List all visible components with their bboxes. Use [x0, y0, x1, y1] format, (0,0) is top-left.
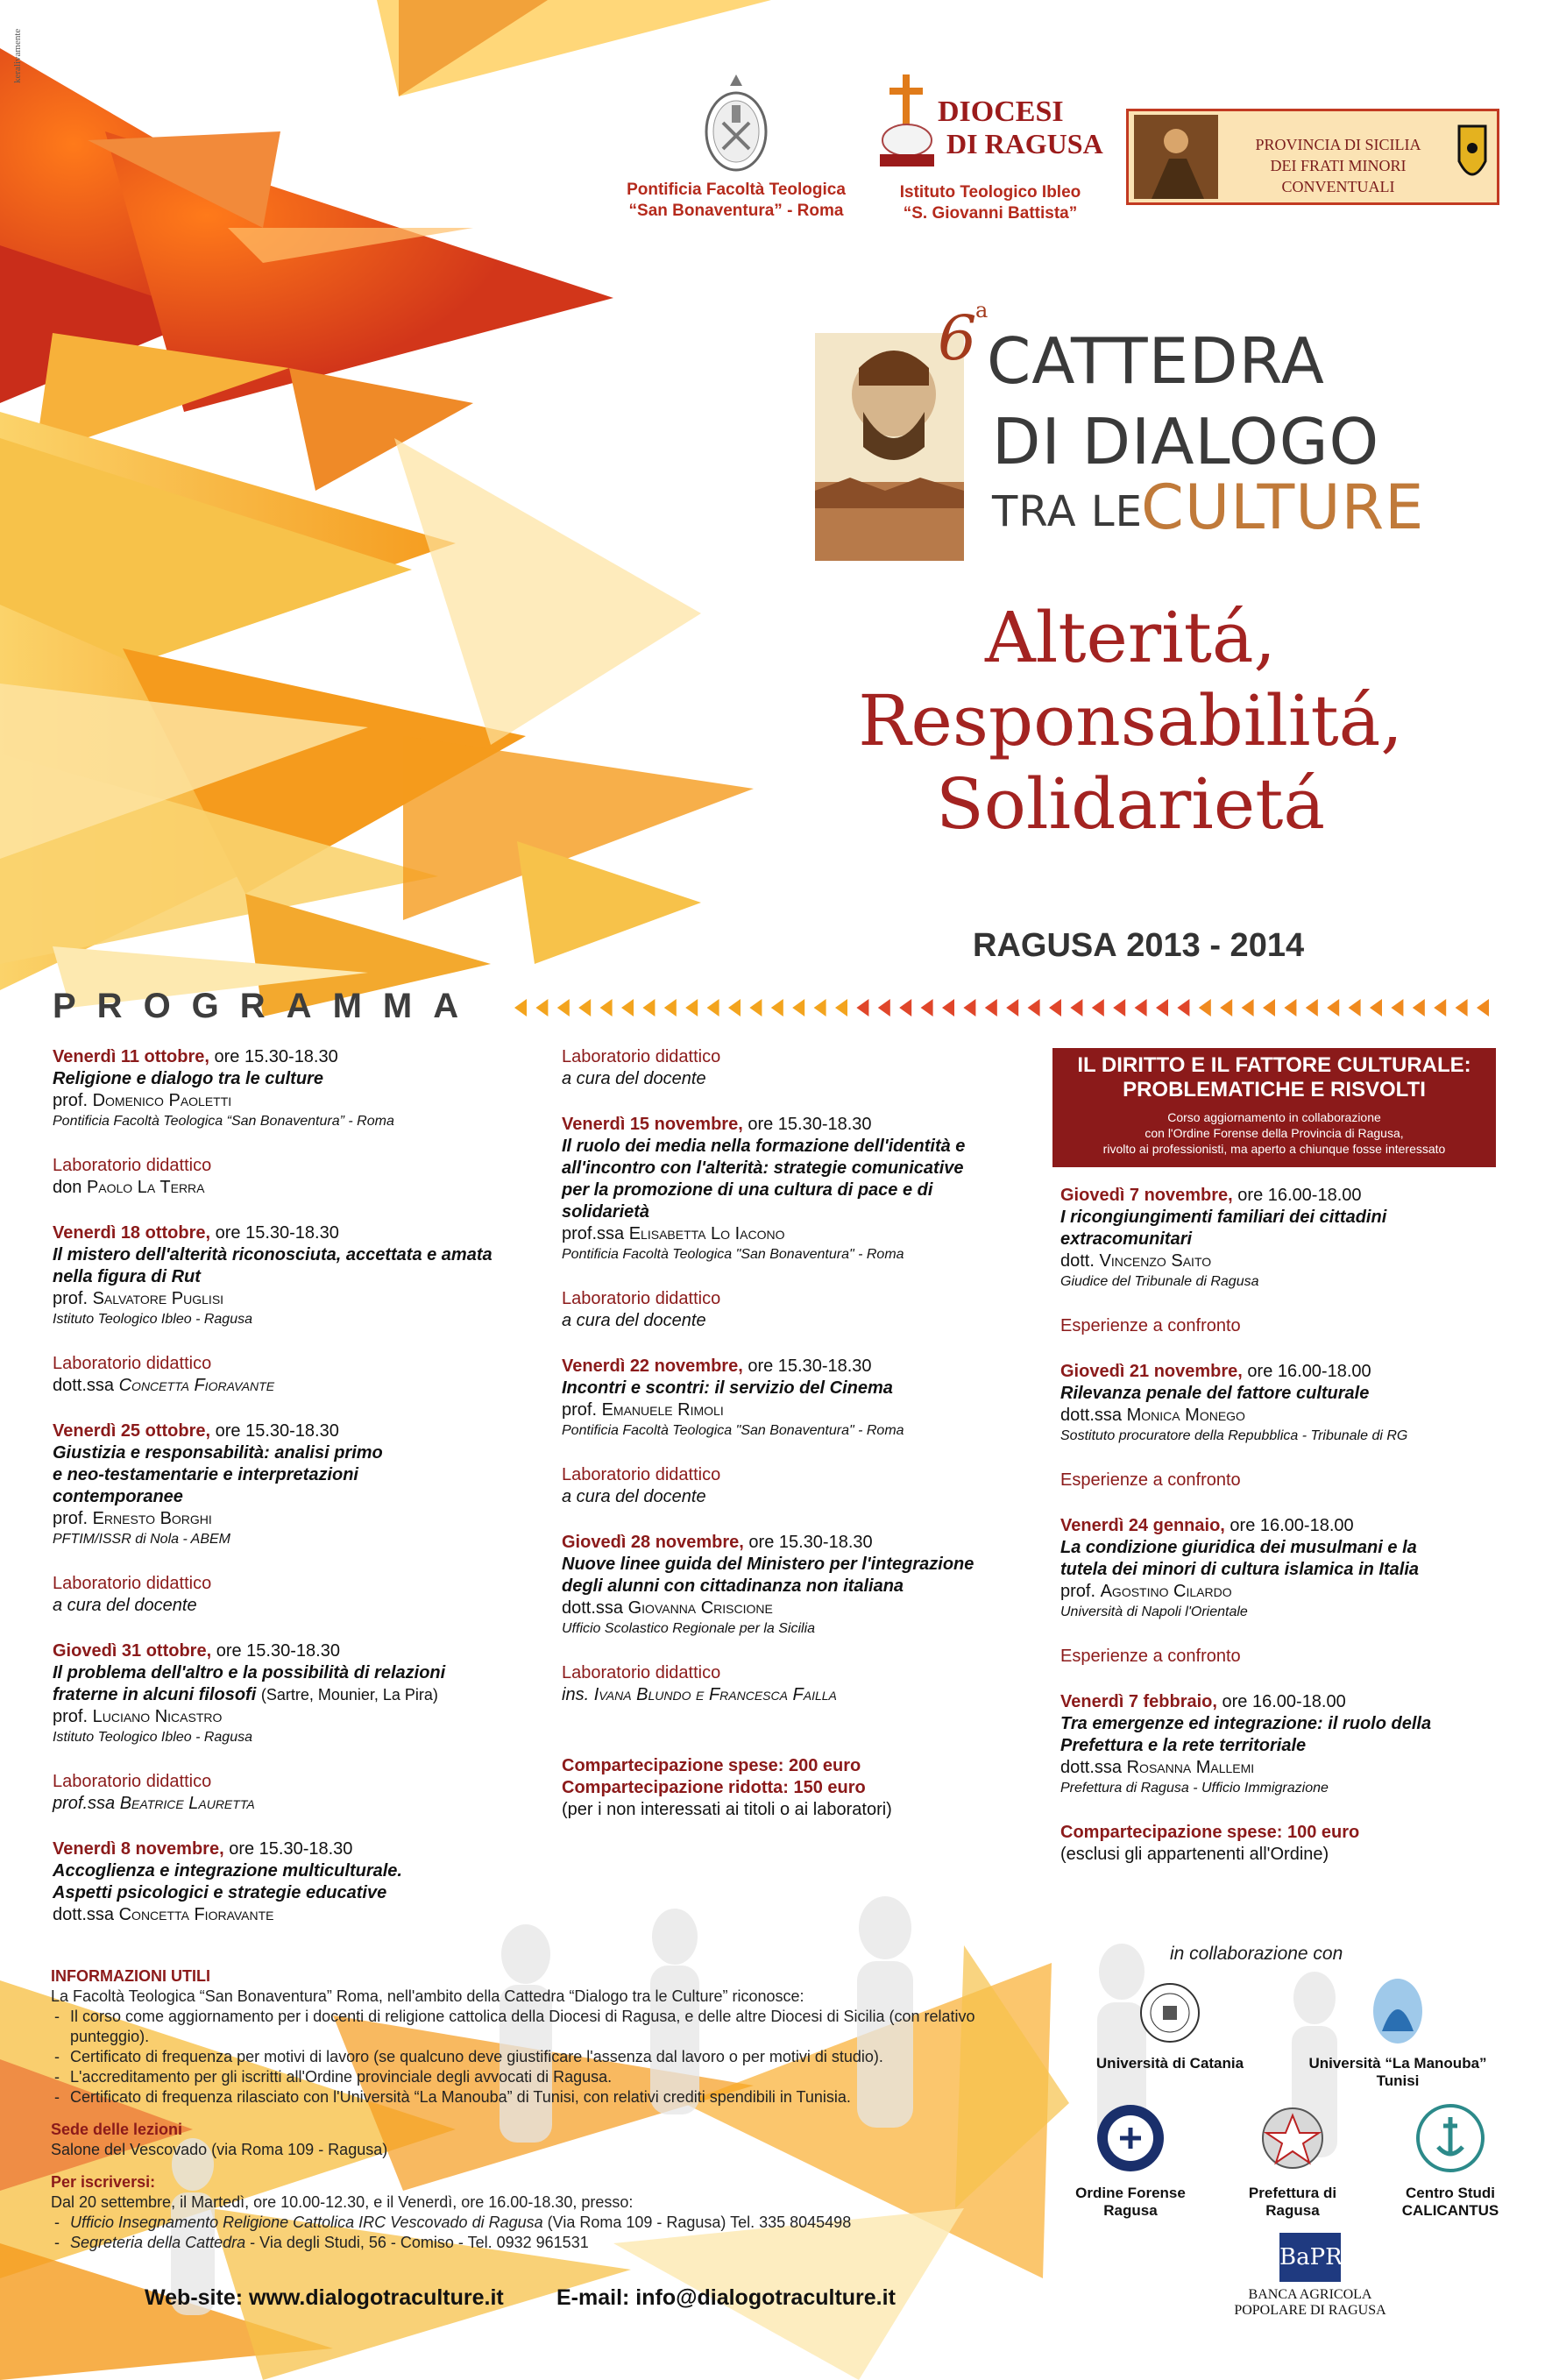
event-affiliation: Ufficio Scolastico Regionale per la Sicilia — [562, 1621, 816, 1636]
event-time: ore 15.30-18.30 — [216, 1641, 340, 1661]
edition-number: 6 — [938, 302, 977, 374]
arrow-marker — [664, 999, 677, 1016]
event-time: ore 15.30-18.30 — [214, 1047, 338, 1066]
event-title-line: Il ruolo dei media nella formazione dell'identità e — [562, 1137, 966, 1156]
lamb-cross-icon — [876, 70, 938, 171]
event-date: Venerdì 22 novembre, — [562, 1356, 743, 1376]
arrow-marker — [578, 999, 591, 1016]
main-title — [754, 596, 1507, 846]
event-title-line: extracomunitari — [1060, 1229, 1193, 1249]
event-1 — [53, 1046, 526, 1131]
event-date: Venerdì 24 gennaio, — [1060, 1516, 1225, 1535]
partner-bapr: BaPR BANCA AGRICOLA POPOLARE DI RAGUSA — [1222, 2233, 1398, 2319]
iscrizione-item: - Segreteria della Cattedra - Via degli Studi, 56 - Comiso - Tel. 0932 961531 — [51, 2233, 1032, 2253]
diocesi-logo — [876, 70, 1104, 224]
email-link[interactable]: E-mail: info@dialogotraculture.it — [556, 2285, 896, 2310]
event-3 — [562, 1532, 1035, 1639]
arrow-row-decoration — [513, 995, 1499, 1020]
lab-1 — [53, 1155, 526, 1199]
years-label: 2013 - 2014 — [1126, 927, 1305, 964]
program-column-3 — [1060, 1185, 1516, 1866]
programma-heading: PROGRAMMA — [53, 987, 480, 1025]
lab-3 — [53, 1573, 526, 1617]
event-speaker: dott.ssa Giovanna Criscione — [562, 1598, 773, 1618]
event-2 — [53, 1222, 526, 1329]
sede-text: Salone del Vescovado (via Roma 109 - Ragusa) — [51, 2141, 388, 2158]
manouba-logo-icon — [1373, 1979, 1422, 2044]
event-affiliation: Giudice del Tribunale di Ragusa — [1060, 1274, 1259, 1289]
lab-0 — [562, 1046, 1035, 1090]
arrow-marker — [1177, 999, 1189, 1016]
event-title-line: e neo-testamentarie e interpretazioni — [53, 1465, 358, 1484]
box-title-line1: IL DIRITTO E IL FATTORE CULTURALE: — [1077, 1053, 1471, 1077]
lab-leader: dott.ssa Concetta Fioravante — [53, 1376, 275, 1395]
arrow-marker — [685, 999, 698, 1016]
ragusa-label: RAGUSA — [973, 927, 1117, 964]
provincia-logo — [1126, 109, 1499, 205]
arrow-marker — [621, 999, 634, 1016]
partner-prefettura: Prefettura di Ragusa — [1214, 2103, 1371, 2220]
event-speaker: dott.ssa Concetta Fioravante — [53, 1905, 274, 1924]
event-time: ore 15.30-18.30 — [748, 1115, 872, 1134]
lab-label: Laboratorio didattico — [53, 1354, 212, 1373]
event-title-line: Il problema dell'altro e la possibilità di relazioni — [53, 1663, 446, 1682]
arrow-marker — [1413, 999, 1425, 1016]
cost-full: Compartecipazione spese: 200 euro — [562, 1756, 861, 1775]
arrow-marker — [1156, 999, 1168, 1016]
event-4 — [1060, 1691, 1516, 1798]
info-section — [51, 1966, 1032, 2253]
lab-leader: ins. Ivana Blundo e Francesca Failla — [562, 1685, 837, 1704]
iscrizione-heading: Per iscriversi: — [51, 2173, 156, 2191]
info-item: - L'accreditamento per gli iscritti all'Ordine provinciale degli avvocati di Ragusa. — [51, 2067, 1032, 2087]
diocesi-line1: DIOCESI — [938, 96, 1064, 128]
sede-heading: Sede delle lezioni — [51, 2121, 183, 2138]
event-speaker: dott.ssa Monica Monego — [1060, 1406, 1245, 1425]
partner-manouba: Università “La Manouba” Tunisi — [1288, 1979, 1507, 2090]
box-sub-line1: Corso aggiornamento in collaborazione — [1167, 1110, 1381, 1124]
pft-caption-line1: Pontificia Facoltà Teologica — [627, 181, 846, 199]
event-3 — [1060, 1515, 1516, 1622]
arrow-marker — [856, 999, 868, 1016]
arrow-marker — [963, 999, 975, 1016]
event-affiliation: Istituto Teologico Ibleo - Ragusa — [53, 1312, 252, 1327]
event-title-line: La condizione giuridica dei musulmani e la — [1060, 1538, 1417, 1557]
arrow-marker — [921, 999, 933, 1016]
arrow-marker — [1242, 999, 1254, 1016]
lab-label: Laboratorio didattico — [562, 1047, 721, 1066]
arrow-marker — [814, 999, 826, 1016]
event-affiliation: Pontificia Facoltà Teologica “San Bonaventura” - Roma — [53, 1114, 394, 1129]
event-title-line: Tra emergenze ed integrazione: il ruolo della — [1060, 1714, 1432, 1733]
event-title-line: Nuove linee guida del Ministero per l'integrazione — [562, 1555, 974, 1574]
pft-caption-line2: “San Bonaventura” - Roma — [628, 202, 844, 220]
event-speaker: prof. Salvatore Puglisi — [53, 1289, 224, 1308]
lab-2 — [562, 1464, 1035, 1508]
franciscan-shield-icon — [1455, 122, 1490, 192]
tra-le-words: TRA LE — [992, 487, 1143, 536]
event-title-line: solidarietà — [562, 1202, 650, 1222]
event-2 — [562, 1356, 1035, 1441]
event-affiliation: Università di Napoli l'Orientale — [1060, 1604, 1248, 1619]
cost-full: Compartecipazione spese: 100 euro — [1060, 1823, 1360, 1842]
event-title: Incontri e scontri: il servizio del Cinema — [562, 1378, 893, 1398]
lab-4 — [53, 1771, 526, 1815]
arrow-marker — [942, 999, 954, 1016]
event-title-line: I ricongiungimenti familiari dei cittadini — [1060, 1208, 1387, 1227]
costs-block — [1060, 1822, 1516, 1866]
lab-2 — [53, 1353, 526, 1397]
event-date: Venerdì 7 febbraio, — [1060, 1692, 1217, 1711]
event-date: Giovedì 7 novembre, — [1060, 1186, 1233, 1205]
diocesi-sub2: “S. Giovanni Battista” — [903, 204, 1078, 223]
event-affiliation: Prefettura di Ragusa - Ufficio Immigrazione — [1060, 1781, 1329, 1796]
info-list — [51, 2007, 1032, 2107]
event-title-line: Accoglienza e integrazione multiculturale. — [53, 1861, 402, 1881]
calicantus-logo-icon — [1415, 2103, 1485, 2173]
arrow-marker — [1306, 999, 1318, 1016]
event-speaker: prof. Ernesto Borghi — [53, 1509, 212, 1528]
event-time: ore 16.00-18.00 — [1222, 1692, 1346, 1711]
lab-text: a cura del docente — [562, 1311, 706, 1330]
arrow-marker — [1049, 999, 1061, 1016]
box-title-line2: PROBLEMATICHE E RISVOLTI — [1123, 1078, 1426, 1101]
event-title: Il mistero dell'alterità riconosciuta, accettata e amata nella figura di Rut — [53, 1245, 493, 1286]
info-intro: La Facoltà Teologica “San Bonaventura” Roma, nell'ambito della Cattedra “Dialogo tra le Culture” riconosce: — [51, 1987, 804, 2005]
cattedra-logo — [815, 289, 1428, 561]
arrow-marker — [1199, 999, 1211, 1016]
event-date: Venerdì 15 novembre, — [562, 1115, 743, 1134]
diocesi-sub1: Istituto Teologico Ibleo — [899, 183, 1081, 202]
arrow-marker — [1349, 999, 1361, 1016]
info-item: - Il corso come aggiornamento per i docenti di religione cattolica della Diocesi di Ragusa, e delle altre Diocesi di Sicilia (con relativo punteggio). — [51, 2007, 1032, 2047]
arrow-marker — [1456, 999, 1468, 1016]
ragusa-years — [973, 927, 1304, 965]
cost-note: (esclusi gli appartenenti all'Ordine) — [1060, 1845, 1329, 1864]
event-date: Venerdì 25 ottobre, — [53, 1421, 211, 1441]
event-time: ore 15.30-18.30 — [229, 1839, 353, 1859]
event-title: Rilevanza penale del fattore culturale — [1060, 1384, 1370, 1403]
experiences-1: Esperienze a confronto — [1060, 1316, 1241, 1335]
partner-catania: Università di Catania — [1087, 1982, 1253, 2072]
iscrizione-intro: Dal 20 settembre, il Martedì, ore 10.00-12.30, e il Venerdì, ore 16.00-18.30, presso: — [51, 2193, 634, 2211]
website-link[interactable]: Web-site: www.dialogotraculture.it — [145, 2285, 504, 2310]
bapr-logo-icon: BaPR — [1279, 2233, 1341, 2282]
lab-text: a cura del docente — [562, 1487, 706, 1506]
cost-note: (per i non interessati ai titoli o ai laboratori) — [562, 1800, 892, 1819]
catania-seal-icon — [1139, 1982, 1201, 2044]
pft-crest-icon — [697, 70, 776, 175]
event-2 — [1060, 1361, 1516, 1446]
arrow-marker — [749, 999, 762, 1016]
arrow-marker — [792, 999, 804, 1016]
saint-francis-painting-icon — [1134, 115, 1218, 199]
arrow-marker — [985, 999, 997, 1016]
event-affiliation: PFTIM/ISSR di Nola - ABEM — [53, 1532, 230, 1547]
arrow-marker — [514, 999, 527, 1016]
arrow-marker — [1327, 999, 1339, 1016]
cattedra-word: CATTEDRA — [987, 324, 1325, 398]
arrow-marker — [899, 999, 911, 1016]
arrow-marker — [1284, 999, 1296, 1016]
event-title-line: tutela dei minori di cultura islamica in Italia — [1060, 1560, 1419, 1579]
lab-label: Laboratorio didattico — [562, 1465, 721, 1484]
event-title-line: degli alunni con cittadinanza non italiana — [562, 1576, 904, 1596]
event-title-line: Prefettura e la rete territoriale — [1060, 1736, 1307, 1755]
event-date: Giovedì 28 novembre, — [562, 1533, 744, 1552]
costs-block — [562, 1755, 1035, 1821]
event-date: Venerdì 11 ottobre, — [53, 1047, 209, 1066]
arrow-marker — [878, 999, 890, 1016]
lab-leader: don Paolo La Terra — [53, 1178, 205, 1197]
info-heading: INFORMAZIONI UTILI — [51, 1967, 210, 1985]
arrow-marker — [1135, 999, 1147, 1016]
lab-label: Laboratorio didattico — [53, 1156, 212, 1175]
arrow-marker — [1070, 999, 1082, 1016]
arrow-marker — [1370, 999, 1382, 1016]
event-speaker: prof.ssa Elisabetta Lo Iacono — [562, 1224, 785, 1243]
lab-label: Laboratorio didattico — [53, 1772, 212, 1791]
event-speaker: prof. Emanuele Rimoli — [562, 1400, 724, 1420]
culture-word: CULTURE — [1141, 471, 1425, 543]
di-dialogo-words: DI DIALOGO — [992, 405, 1380, 478]
arrow-marker — [1477, 999, 1489, 1016]
event-time: ore 15.30-18.30 — [748, 1356, 872, 1376]
edition-suffix: a — [975, 298, 989, 322]
event-affiliation: Pontificia Facoltà Teologica "San Bonaventura" - Roma — [562, 1423, 904, 1438]
provincia-line1: PROVINCIA DI SICILIA — [1255, 136, 1421, 153]
iscrizione-item: - Ufficio Insegnamento Religione Cattolica IRC Vescovado di Ragusa (Via Roma 109 - Ragusa) Tel. 335 8045498 — [51, 2213, 1032, 2233]
info-item: - Certificato di frequenza per motivi di lavoro (se qualcuno deve giustificare l'assenza dal lavoro o per motivi di studio). — [51, 2047, 1032, 2067]
box-sub-line3: rivolto ai professionisti, ma aperto a chiunque fosse interessato — [1102, 1142, 1446, 1156]
event-date: Giovedì 21 novembre, — [1060, 1362, 1243, 1381]
arrow-marker — [728, 999, 741, 1016]
event-affiliation: Istituto Teologico Ibleo - Ragusa — [53, 1730, 252, 1745]
info-item: - Certificato di frequenza rilasciato con l'Università “La Manouba” di Tunisi, con relativi crediti spendibili in Tunisia. — [51, 2087, 1032, 2107]
event-5 — [53, 1838, 526, 1926]
box-sub-line2: con l'Ordine Forense della Provincia di Ragusa, — [1145, 1126, 1404, 1140]
italian-emblem-icon — [1259, 2103, 1326, 2173]
event-3 — [53, 1420, 526, 1549]
lab-label: Laboratorio didattico — [562, 1289, 721, 1308]
arrow-marker — [1434, 999, 1446, 1016]
cost-reduced: Compartecipazione ridotta: 150 euro — [562, 1778, 866, 1797]
event-speaker: prof. Domenico Paoletti — [53, 1091, 232, 1110]
event-time: ore 16.00-18.00 — [1237, 1186, 1362, 1205]
arrow-marker — [1113, 999, 1125, 1016]
event-4 — [53, 1640, 526, 1747]
arrow-marker — [1263, 999, 1275, 1016]
provincia-line2: DEI FRATI MINORI CONVENTUALI — [1270, 157, 1407, 195]
partners-intro: in collaborazione con — [1170, 1944, 1343, 1964]
lab-text: a cura del docente — [562, 1069, 706, 1088]
arrow-marker — [835, 999, 847, 1016]
event-title-line: fraterne in alcuni filosofi (Sartre, Mounier, La Pira) — [53, 1685, 438, 1704]
lab-text: a cura del docente — [53, 1596, 197, 1615]
event-speaker: prof. Agostino Cilardo — [1060, 1582, 1232, 1601]
lab-leader: prof.ssa Beatrice Lauretta — [53, 1794, 255, 1813]
ordine-forense-seal-icon — [1095, 2103, 1166, 2173]
lab-1 — [562, 1288, 1035, 1332]
event-title-line: Giustizia e responsabilità: analisi primo — [53, 1443, 383, 1463]
lab-label: Laboratorio didattico — [53, 1574, 212, 1593]
partner-calicantus: Centro Studi CALICANTUS — [1371, 2103, 1529, 2220]
event-title-line: contemporanee — [53, 1487, 183, 1506]
event-affiliation: Pontificia Facoltà Teologica "San Bonaventura" - Roma — [562, 1247, 904, 1262]
program-column-2 — [562, 1046, 1035, 1821]
iscrizione-list — [51, 2213, 1032, 2253]
law-course-box — [1052, 1048, 1496, 1167]
arrow-marker — [1028, 999, 1040, 1016]
lab-label: Laboratorio didattico — [562, 1663, 721, 1682]
arrow-marker — [642, 999, 655, 1016]
lab-3 — [562, 1662, 1035, 1706]
arrow-marker — [707, 999, 719, 1016]
event-speaker: prof. Luciano Nicastro — [53, 1707, 223, 1726]
event-1 — [1060, 1185, 1516, 1292]
event-title-line: Aspetti psicologici e strategie educative — [53, 1883, 387, 1902]
arrow-marker — [1006, 999, 1018, 1016]
arrow-marker — [1092, 999, 1104, 1016]
experiences-3: Esperienze a confronto — [1060, 1647, 1241, 1666]
arrow-marker — [557, 999, 570, 1016]
title-line-2: Responsabilitá, — [858, 680, 1403, 761]
arrow-marker — [1220, 999, 1232, 1016]
program-column-1 — [53, 1046, 526, 1950]
title-line-1: Alteritá, — [985, 597, 1276, 678]
event-time: ore 16.00-18.00 — [1247, 1362, 1371, 1381]
side-credit: keralivamente — [12, 28, 23, 83]
event-title-line: per la promozione di una cultura di pace e di — [562, 1180, 933, 1200]
arrow-marker — [771, 999, 783, 1016]
title-line-3: Solidarietá — [935, 763, 1326, 845]
arrow-marker — [1391, 999, 1403, 1016]
event-1 — [562, 1114, 1035, 1264]
event-title: Religione e dialogo tra le culture — [53, 1069, 323, 1088]
event-date: Venerdì 18 ottobre, — [53, 1223, 211, 1243]
event-time: ore 16.00-18.00 — [1230, 1516, 1354, 1535]
event-time: ore 15.30-18.30 — [215, 1223, 339, 1243]
event-date: Giovedì 31 ottobre, — [53, 1641, 212, 1661]
event-time: ore 15.30-18.30 — [748, 1533, 873, 1552]
diocesi-line2: DI RAGUSA — [946, 128, 1103, 159]
event-speaker: dott. Vincenzo Saito — [1060, 1251, 1212, 1271]
partner-ordine-forense: Ordine Forense Ragusa — [1052, 2103, 1209, 2220]
event-date: Venerdì 8 novembre, — [53, 1839, 224, 1859]
event-speaker: dott.ssa Rosanna Mallemi — [1060, 1758, 1255, 1777]
event-affiliation: Sostituto procuratore della Repubblica - Tribunale di RG — [1060, 1428, 1408, 1443]
arrow-marker — [600, 999, 613, 1016]
arrow-marker — [535, 999, 548, 1016]
event-title-line: all'incontro con l'alterità: strategie comunicative — [562, 1158, 964, 1178]
event-time: ore 15.30-18.30 — [215, 1421, 339, 1441]
experiences-2: Esperienze a confronto — [1060, 1470, 1241, 1490]
pft-logo — [622, 70, 850, 222]
